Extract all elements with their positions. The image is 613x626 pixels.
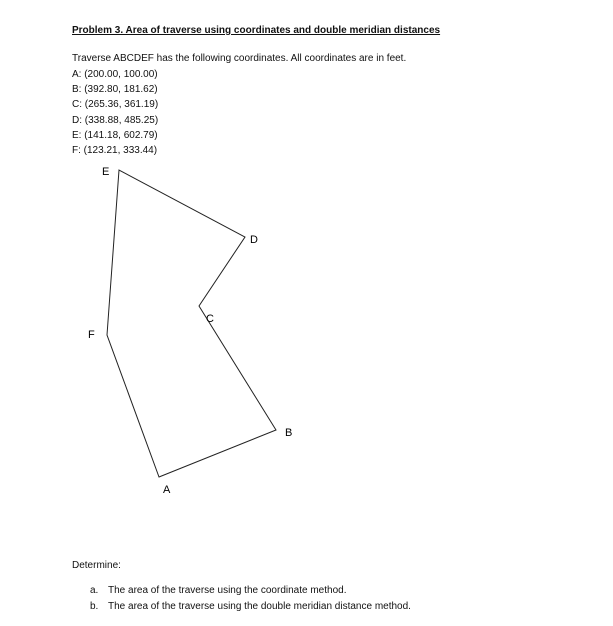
- task-b-marker: b.: [90, 601, 99, 612]
- traverse-polygon: [107, 170, 276, 477]
- task-a-marker: a.: [90, 585, 99, 596]
- label-c: C: [206, 313, 214, 325]
- coordinate-f: F: (123.21, 333.44): [72, 145, 158, 156]
- label-d: D: [250, 234, 258, 246]
- coordinate-d: D: (338.88, 485.25): [72, 115, 159, 126]
- problem-title: Problem 3. Area of traverse using coordinates and double meridian distances: [72, 25, 441, 36]
- coordinate-a: A: (200.00, 100.00): [72, 69, 158, 80]
- task-b-text: The area of the traverse using the double meridian distance method.: [108, 601, 411, 612]
- label-e: E: [102, 166, 110, 178]
- label-a: A: [163, 484, 171, 496]
- coordinate-e: E: (141.18, 602.79): [72, 130, 158, 141]
- label-b: B: [285, 427, 293, 439]
- task-a-text: The area of the traverse using the coordinate method.: [108, 585, 347, 596]
- label-f: F: [88, 329, 95, 341]
- intro-text: Traverse ABCDEF has the following coordinates. All coordinates are in feet.: [72, 53, 407, 64]
- coordinate-b: B: (392.80, 181.62): [72, 84, 158, 95]
- determine-heading: Determine:: [72, 560, 121, 571]
- coordinate-c: C: (265.36, 361.19): [72, 99, 159, 110]
